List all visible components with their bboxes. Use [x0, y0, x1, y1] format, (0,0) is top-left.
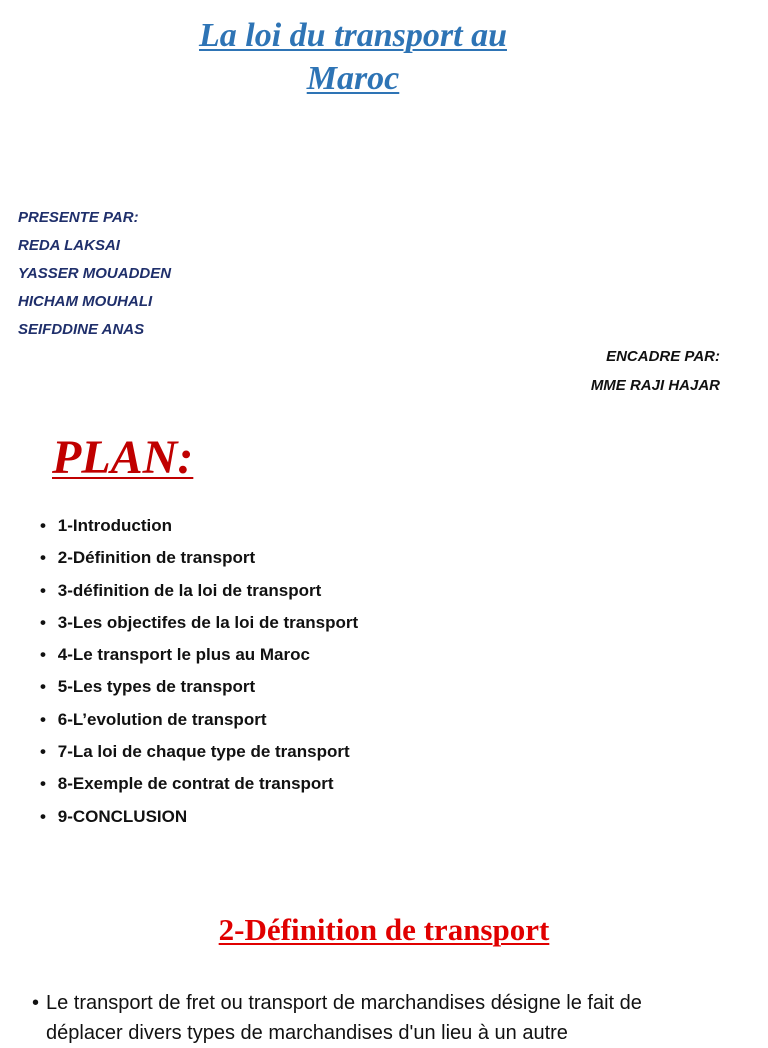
presenter-name: REDA LAKSAI — [18, 237, 120, 254]
plan-item-label: 4-Le transport le plus au Maroc — [57, 645, 310, 665]
plan-item-label: 3-Les objectifes de la loi de transport — [57, 612, 359, 632]
supervisor-name: MME RAJI HAJAR — [590, 377, 720, 394]
plan-item-label: 1-Introduction — [57, 516, 172, 535]
plan-item-label: 6-L’evolution de transport — [57, 709, 267, 729]
document-title — [0, 14, 706, 100]
plan-item — [40, 768, 358, 800]
section-body-line-1: Le transport de fret ou transport de marchandises désigne le fait de — [46, 992, 642, 1014]
section-title: 2-Définition de transport — [218, 912, 550, 947]
plan-item-label: 9-CONCLUSION — [57, 806, 188, 826]
bullet-icon: • — [40, 548, 46, 568]
plan-list — [40, 510, 358, 833]
bullet-icon: • — [40, 612, 46, 632]
supervisor-heading: ENCADRE PAR: — [606, 348, 720, 365]
bullet-icon: • — [40, 580, 46, 600]
plan-item — [40, 639, 358, 671]
presenters-heading: PRESENTE PAR: — [18, 209, 139, 226]
presenter-name: HICHAM MOUHALI — [18, 293, 153, 310]
plan-item-label: 5-Les types de transport — [57, 677, 256, 697]
bullet-icon: • — [40, 806, 46, 826]
plan-item — [40, 510, 358, 542]
plan-item-label: 2-Définition de transport — [57, 548, 256, 568]
plan-item — [40, 704, 358, 736]
plan-item — [40, 575, 358, 607]
document-title-line-2: Maroc — [306, 60, 400, 97]
bullet-icon: • — [40, 774, 46, 794]
plan-item-label: 7-La loi de chaque type de transport — [57, 742, 350, 762]
bullet-icon: • — [40, 516, 46, 535]
presenter-name: YASSER MOUADDEN — [18, 265, 172, 282]
plan-item — [40, 671, 358, 703]
document-title-line-1: La loi du transport au — [199, 17, 507, 54]
plan-item — [40, 801, 358, 833]
bullet-icon: • — [40, 709, 46, 729]
plan-item-label: 3-définition de la loi de transport — [57, 580, 322, 600]
bullet-icon: • — [32, 992, 40, 1014]
supervisor-block — [591, 342, 720, 400]
presenter-name: SEIFDDINE ANAS — [18, 321, 145, 338]
plan-item — [40, 736, 358, 768]
section-body-line-2: déplacer divers types de marchandises d'un lieu à un autre — [46, 1022, 568, 1044]
plan-title: PLAN: — [52, 431, 194, 484]
section-body-paragraph — [32, 988, 744, 1048]
plan-item — [40, 607, 358, 639]
bullet-icon: • — [40, 645, 46, 665]
plan-item-label: 8-Exemple de contrat de transport — [57, 774, 334, 794]
bullet-icon: • — [40, 677, 46, 697]
plan-item — [40, 542, 358, 574]
presenters-block — [18, 204, 171, 344]
bullet-icon: • — [40, 742, 46, 762]
